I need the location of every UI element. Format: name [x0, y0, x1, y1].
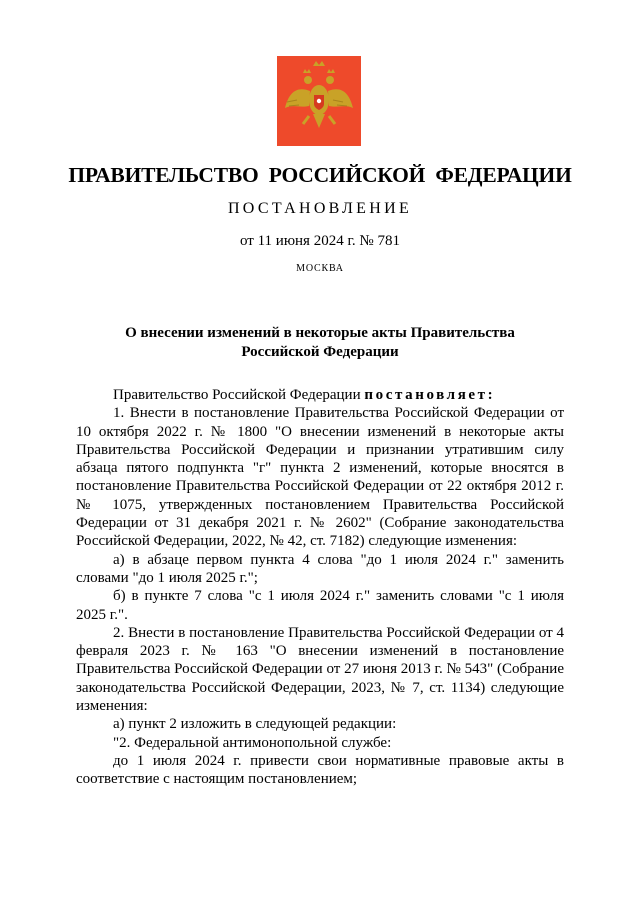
- subject-line-1: О внесении изменений в некоторые акты Правительства: [125, 325, 515, 341]
- document-city: МОСКВА: [296, 263, 344, 274]
- intro-prefix: Правительство Российской Федерации: [113, 387, 365, 403]
- paragraph-2: 2. Внести в постановление Правительства Российской Федерации от 4 февраля 2023 г. № 163 "О внесении изменений в постановление Правительства Российской Федерации от 27 июня 2013 г. № 543" (Собрание законодательства Российской Федерации, 2023, № 7, ст. 1134) следующие изменения:: [76, 624, 564, 715]
- document-date-number: от 11 июня 2024 г. № 781: [240, 233, 400, 249]
- double-headed-eagle-icon: [277, 56, 361, 146]
- government-title: ПРАВИТЕЛЬСТВО РОССИЙСКОЙ ФЕДЕРАЦИИ: [68, 163, 572, 187]
- document-subject: [0, 324, 640, 362]
- paragraph-1: 1. Внести в постановление Правительства Российской Федерации от 10 октября 2022 г. № 1800 "О внесении изменений в некоторые акты Правительства Российской Федерации и признании утратившим силу абзаца пятого подпункта "г" пункта 2 изменений, которые вносятся в постановление Правительства Российской Федерации от 22 октября 2012 г. № 1075, утвержденных постановлением Правительства Российской Федерации от 31 декабря 2021 г. № 2602" (Собрание законодательства Российской Федерации, 2022, № 42, ст. 7182) следующие изменения:: [76, 405, 564, 550]
- paragraph-1b: б) в пункте 7 слова "с 1 июля 2024 г." заменить словами "с 1 июля 2025 г.".: [76, 588, 564, 623]
- document-type: ПОСТАНОВЛЕНИЕ: [227, 200, 413, 217]
- decree-word: постановляет:: [364, 387, 496, 403]
- paragraph-2a-quote: "2. Федеральной антимонопольной службе:: [113, 734, 392, 751]
- intro-paragraph: [76, 386, 564, 404]
- paragraph-2a: а) пункт 2 изложить в следующей редакции:: [113, 716, 397, 733]
- document-body: [76, 386, 564, 789]
- paragraph-2a-text: до 1 июля 2024 г. привести свои нормативные правовые акты в соответствие с настоящим постановлением;: [76, 752, 564, 788]
- subject-line-2: Российской Федерации: [241, 344, 399, 360]
- coat-of-arms-emblem: [277, 56, 361, 146]
- paragraph-1a: а) в абзаце первом пункта 4 слова "до 1 июля 2024 г." заменить словами "до 1 июля 2025 г.";: [76, 551, 564, 586]
